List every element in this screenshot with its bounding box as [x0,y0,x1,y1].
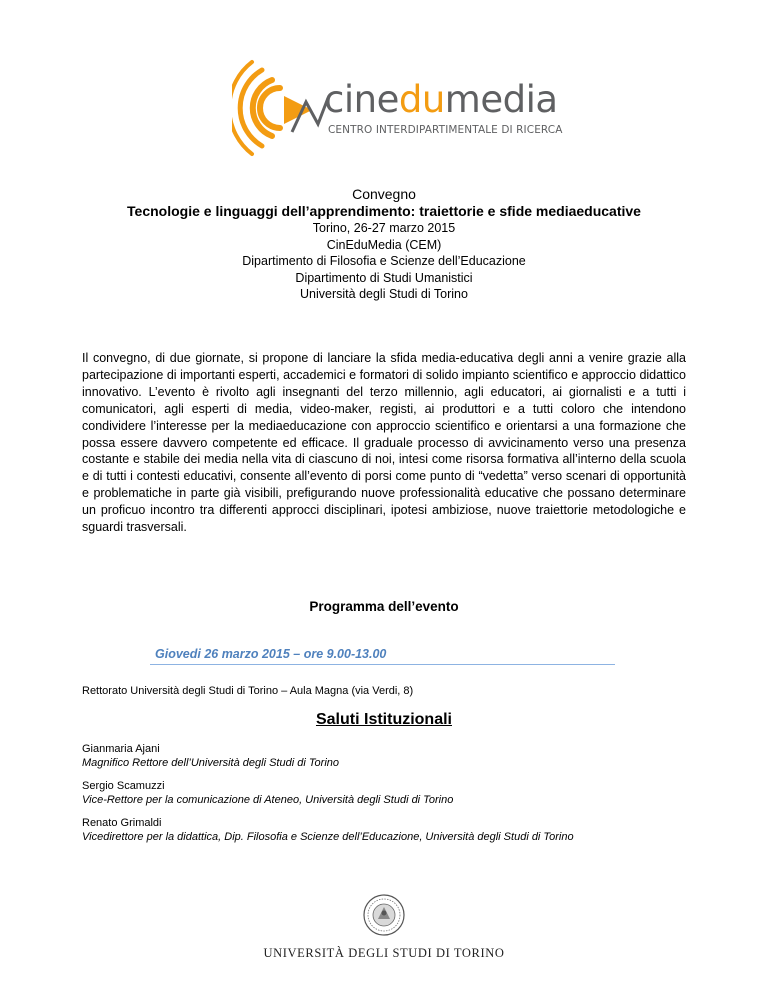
sound-waves-icon [232,58,332,158]
speaker-item [82,742,702,770]
event-date-place: Torino, 26-27 marzo 2015 [312,221,456,235]
speaker-item [82,816,702,844]
speaker-role: Vicedirettore per la didattica, Dip. Filosofia e Scienze dell’Educazione, Università degli Studi di Torino [82,831,574,843]
venue-text: Rettorato Università degli Studi di Torino – Aula Magna (via Verdi, 8) [82,685,414,697]
organizer-dept-studi-umanistici: Dipartimento di Studi Umanistici [295,270,473,285]
day-divider [150,664,615,665]
organizer-dept-filosofia: Dipartimento di Filosofia e Scienze dell’Educazione [242,254,526,268]
university-seal-icon [362,893,406,937]
organizer-university: Università degli Studi di Torino [300,287,468,301]
cinedumedia-logo [232,58,563,158]
logo-wordmark: cinedumedia [324,78,558,121]
logo-subtitle: CENTRO INTERDIPARTIMENTALE DI RICERCA [328,124,563,136]
speaker-list [82,742,702,853]
footer-university-name: UNIVERSITÀ DEGLI STUDI DI TORINO [263,946,505,960]
event-label: Convegno [352,186,416,202]
organizer-cem: CinEduMedia (CEM) [326,237,442,252]
speaker-name: Sergio Scamuzzi [82,780,165,792]
program-title: Programma dell’evento [309,599,459,614]
speaker-name: Renato Grimaldi [82,817,162,829]
speaker-item [82,779,702,807]
event-title: Tecnologie e linguaggi dell’apprendimento: traiettorie e sfide mediaeducative [127,203,641,219]
speaker-role: Magnifico Rettore dell’Università degli Studi di Torino [82,757,340,769]
event-header [0,186,768,303]
intro-paragraph: Il convegno, di due giornate, si propone di lanciare la sfida media-educativa degli anni a venire grazie alla partecipazione di importanti esperti, accademici e formatori di solido impianto scientifico e approccio didattico innovativo. L’evento è rivolto agli insegnanti del terzo millennio, agli educatori, ai giornalisti e a tutti i comunicatori, agli esperti di media, video-maker, registi, ai produttori e a tutti coloro che intendono condividere l’interesse per la mediaeducazione con approccio scientifico e orientarsi a una formazione che possa essere davvero competente ed efficace. Il graduale processo di avvicinamento verso una presenza costante e stabile dei media nella vita di ciascuno di noi, intesi come risorsa formativa all’interno della scuola e di tutti i contesti educativi, consente all’evento di porsi come punto di “vedetta” verso scenari di opportunità e problematiche in parte già visibili, prefigurando nuove professionalità educative che possano determinare un proficuo incontro tra differenti approcci disciplinari, ipotesi ambiziose, nuove traiettorie metodologiche e sguardi trasversali. [82,351,686,535]
speaker-role: Vice-Rettore per la comunicazione di Ateneo, Università degli Studi di Torino [82,794,454,806]
speaker-name: Gianmaria Ajani [82,743,160,755]
day-date-heading: Giovedi 26 marzo 2015 – ore 9.00-13.00 [155,647,387,661]
section-heading: Saluti Istituzionali [315,711,452,728]
